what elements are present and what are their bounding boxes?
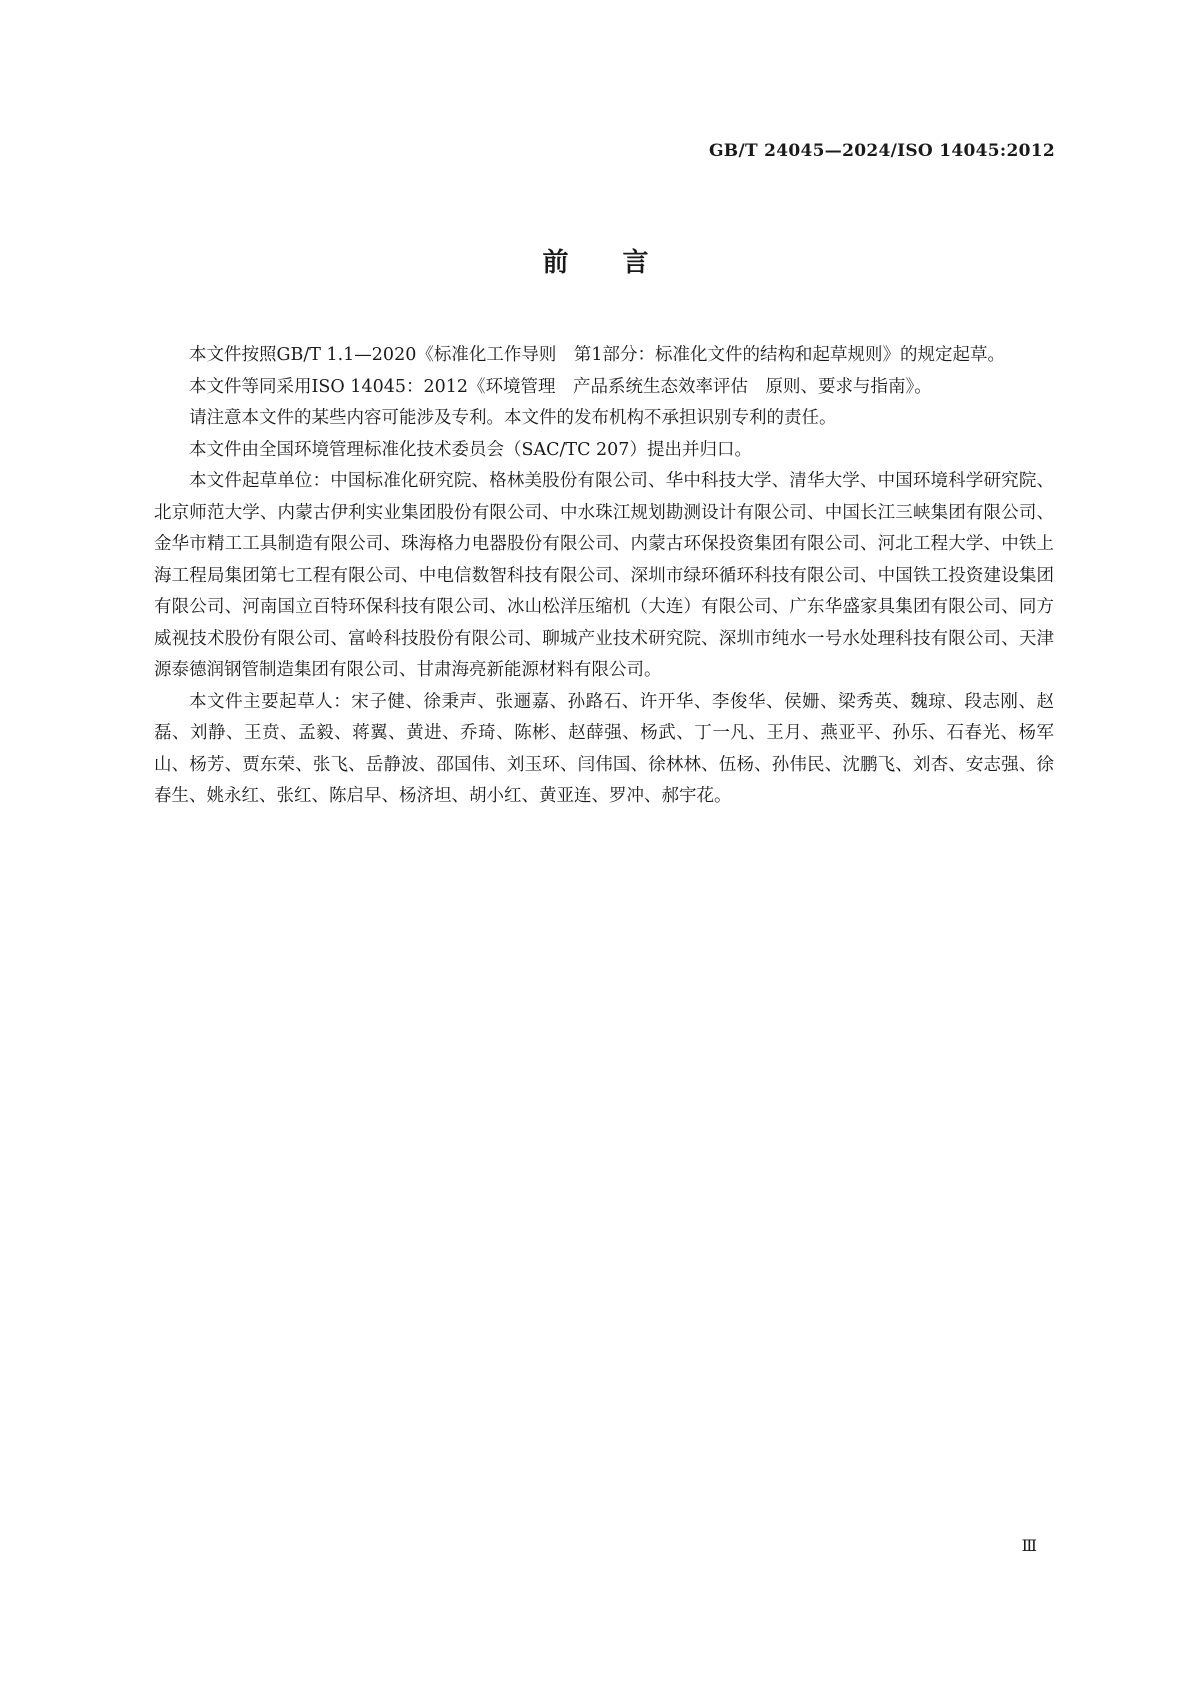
paragraph-drafters: 本文件主要起草人：宋子健、徐秉声、张逦嘉、孙路石、许开华、李俊华、侯姗、梁秀英、魏琼、段志刚、赵磊、刘静、王贲、孟毅、蒋翼、黄进、乔琦、陈彬、赵薛强、杨武、丁一凡、王月、燕亚平、孙乐、石春光、杨军山、杨芳、贾东荣、张飞、岳静波、邵国伟、刘玉环、闫伟国、徐林林、伍杨、孙伟民、沈鹏飞、刘杏、安志强、徐春生、姚永红、张红、陈启早、杨济坦、胡小红、黄亚连、罗冲、郝宇花。 <box>154 691 1054 806</box>
paragraph-drafting-rules: 本文件按照GB/T 1.1—2020《标准化工作导则 第1部分：标准化文件的结构和起草规则》的规定起草。 <box>189 345 1005 365</box>
paragraph-patent-notice: 请注意本文件的某些内容可能涉及专利。本文件的发布机构不承担识别专利的责任。 <box>189 408 837 428</box>
paragraph-iso-adoption: 本文件等同采用ISO 14045：2012《环境管理 产品系统生态效率评估 原则、要求与指南》。 <box>189 376 932 397</box>
page-number: Ⅲ <box>1021 1536 1037 1555</box>
paragraph-committee: 本文件由全国环境管理标准化技术委员会（SAC/TC 207）提出并归口。 <box>189 439 752 460</box>
paragraph-drafting-units: 本文件起草单位：中国标准化研究院、格林美股份有限公司、华中科技大学、清华大学、中国环境科学研究院、北京师范大学、内蒙古伊利实业集团股份有限公司、中水珠江规划勘测设计有限公司、中国长江三峡集团有限公司、金华市精工工具制造有限公司、珠海格力电器股份有限公司、内蒙古环保投资集团有限公司、河北工程大学、中铁上海工程局集团第七工程有限公司、中电信数智科技有限公司、深圳市绿环循环科技有限公司、中国铁工投资建设集团有限公司、河南国立百特环保科技有限公司、冰山松洋压缩机（大连）有限公司、广东华盛家具集团有限公司、同方威视技术股份有限公司、富岭科技股份有限公司、聊城产业技术研究院、深圳市纯水一号水处理科技有限公司、天津源泰德润钢管制造集团有限公司、甘肃海亮新能源材料有限公司。 <box>154 471 1054 680</box>
page-title: 前言 <box>542 248 703 278</box>
standard-code-header: GB/T 24045—2024/ISO 14045:2012 <box>708 141 1055 161</box>
foreword-body <box>154 340 1054 813</box>
